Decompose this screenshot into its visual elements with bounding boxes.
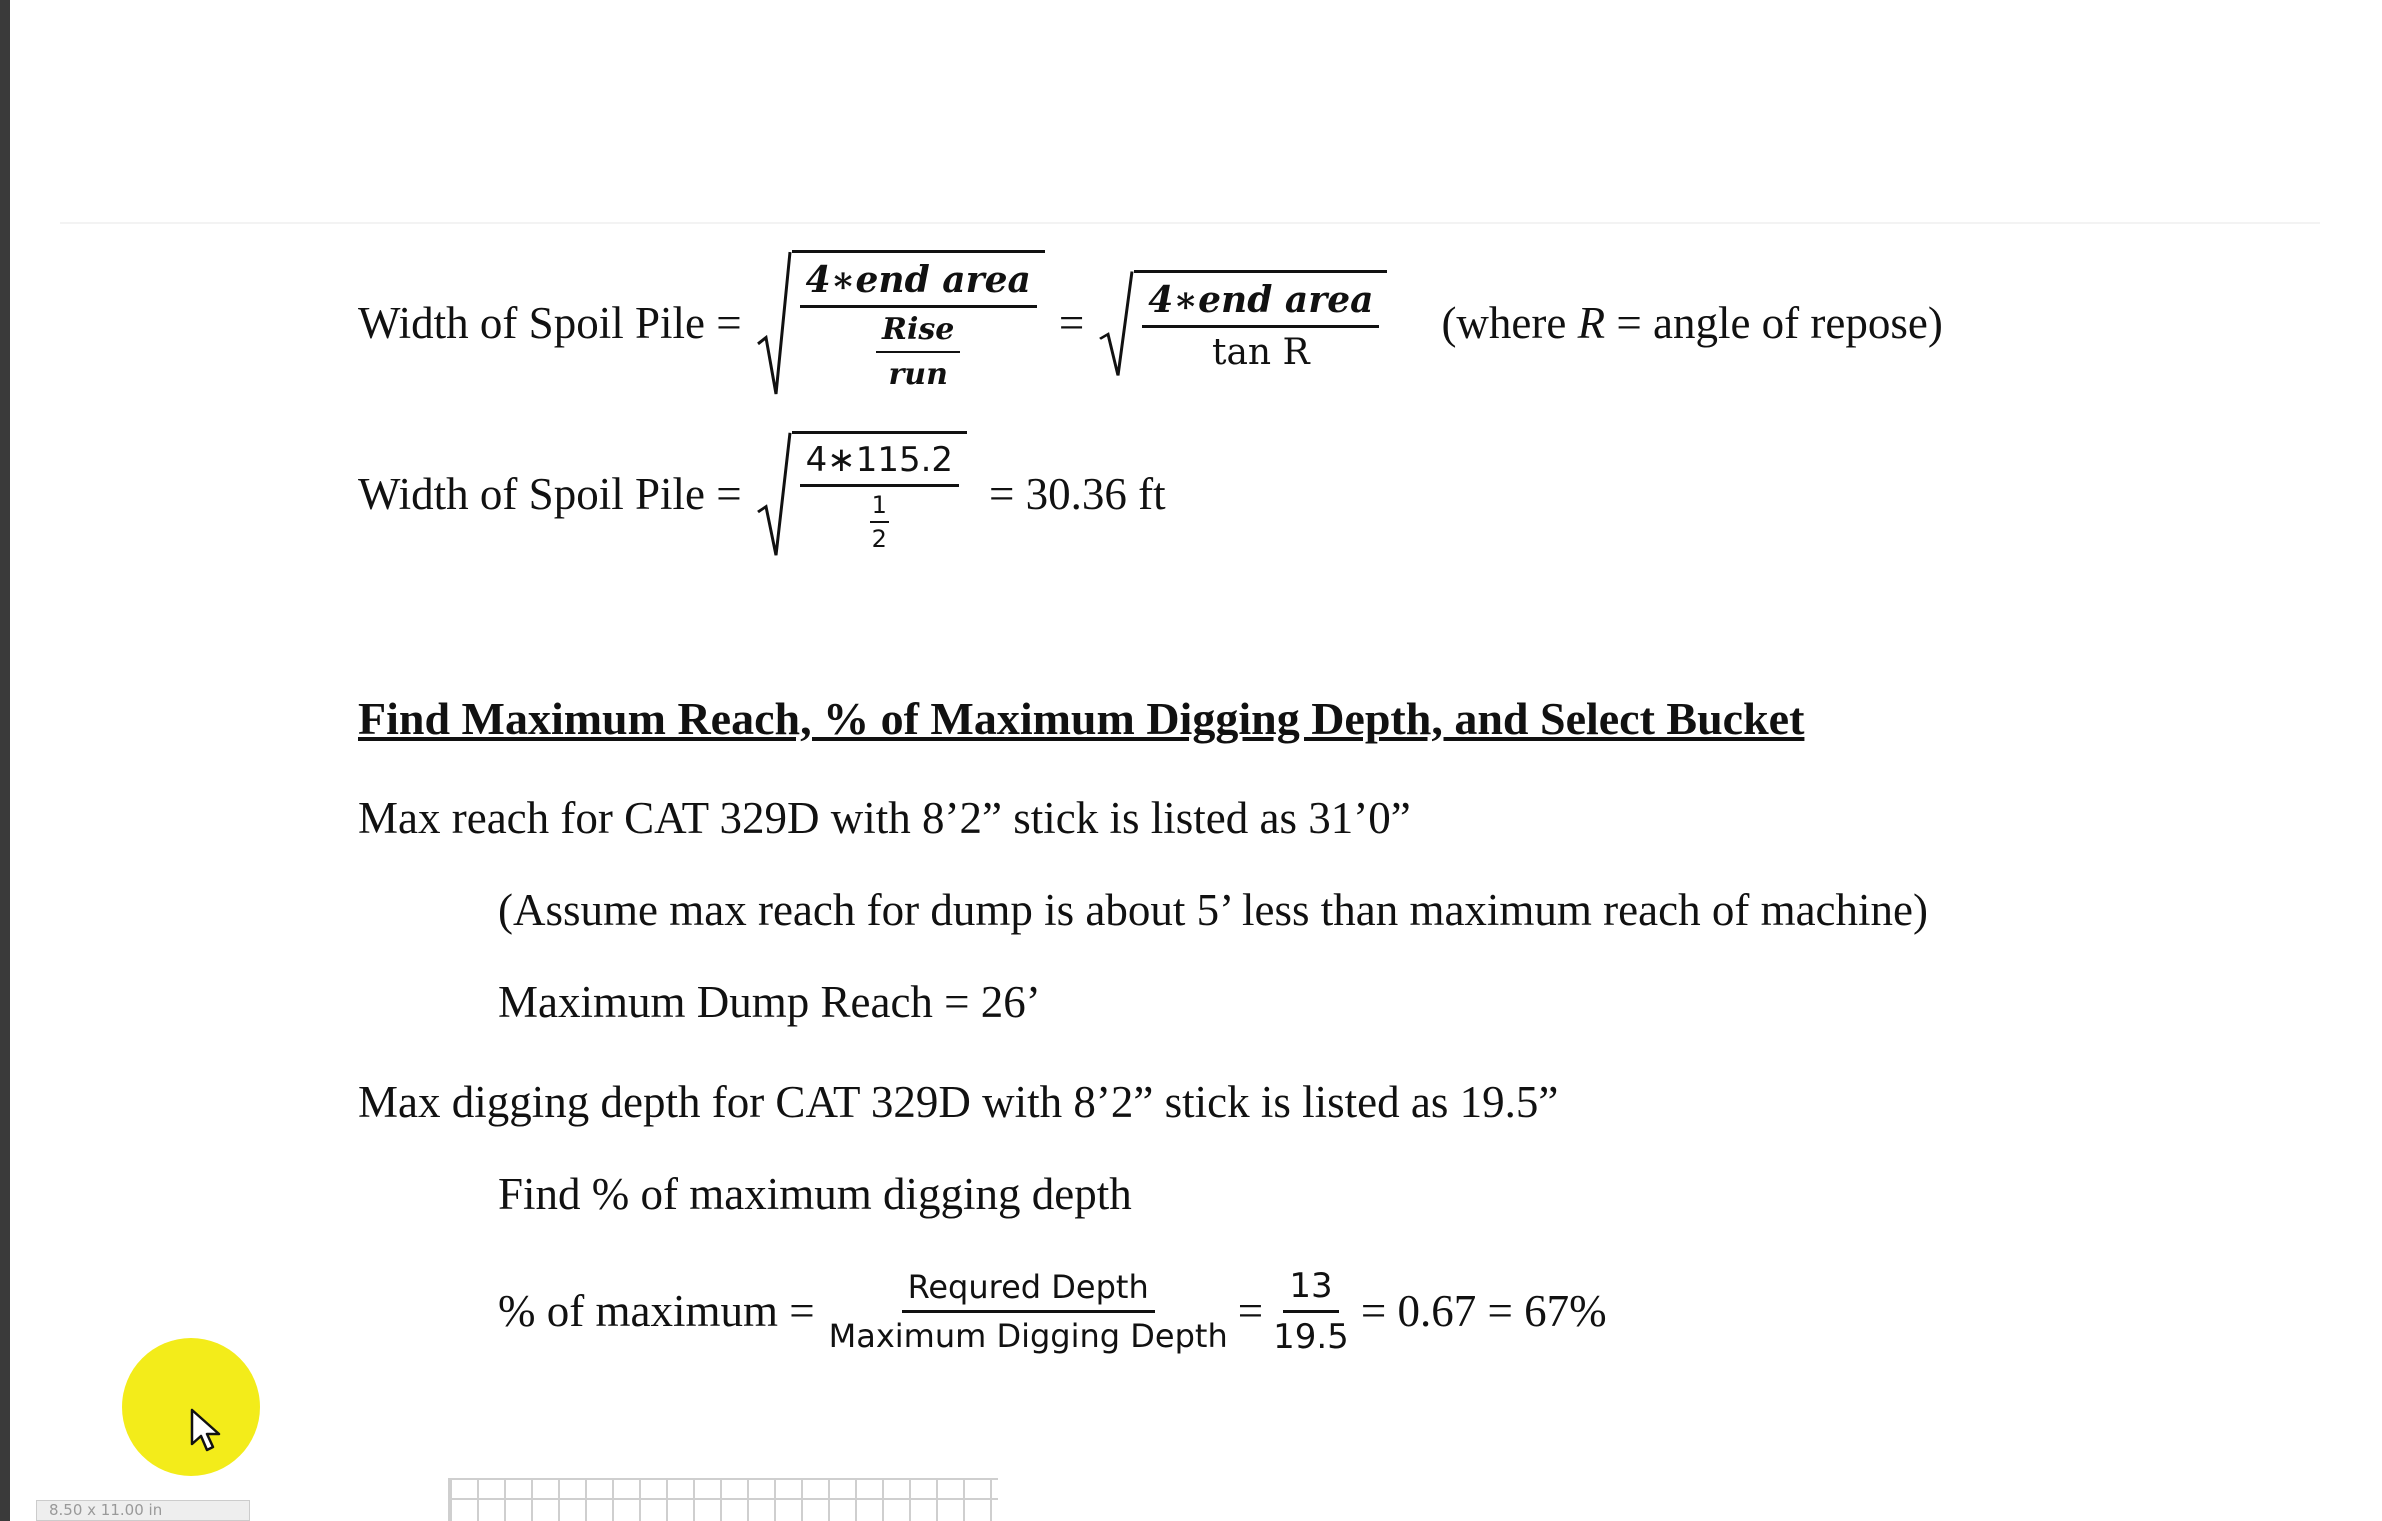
sqrt-sign-icon [756, 250, 792, 396]
calc-numerator: 4∗115.2 [800, 440, 959, 487]
equals-sign: = [1237, 1286, 1264, 1336]
equals-sign: = [1058, 298, 1085, 348]
percent-max-lhs: % of maximum = [498, 1286, 815, 1336]
page-size-label: 8.50 x 11.00 in [36, 1500, 250, 1521]
half-denominator: 2 [871, 525, 887, 553]
find-percent-line: Find % of maximum digging depth [498, 1169, 1132, 1219]
half-numerator: 1 [870, 491, 889, 523]
tan-r-label: tan R [1211, 331, 1310, 373]
sqrt-sign-icon [1098, 270, 1134, 377]
dig-depth-line: Max digging depth for CAT 329D with 8’2” stick is listed as 19.5” [358, 1077, 1559, 1127]
spoil-pile-calculation [358, 424, 1166, 564]
table-grid-preview [448, 1478, 998, 1521]
mouse-pointer-icon [190, 1408, 222, 1452]
numeric-ratio-fraction [1267, 1266, 1355, 1357]
fraction-calc [800, 440, 959, 553]
run-label: run [888, 357, 948, 392]
spoil-pile-formula-lhs: Width of Spoil Pile = [358, 298, 742, 348]
rise-label: Rise [876, 312, 960, 353]
spoil-pile-result: = 30.36 ft [989, 469, 1166, 519]
dump-reach-line: Maximum Dump Reach = 26’ [498, 977, 1041, 1027]
ratio-numerator: 13 [1283, 1266, 1338, 1313]
fraction-numerator: 4∗end area [800, 259, 1037, 308]
percent-result: = 0.67 = 67% [1360, 1286, 1607, 1336]
fraction-end-area-over-slope [800, 259, 1037, 392]
sqrt-expression-2 [1098, 270, 1387, 377]
header-rule [60, 222, 2320, 224]
max-digging-depth-label: Maximum Digging Depth [828, 1316, 1228, 1355]
cursor-highlight [122, 1338, 260, 1476]
max-reach-line: Max reach for CAT 329D with 8’2” stick is listed as 31’0” [358, 793, 1411, 843]
sqrt-expression-3 [756, 431, 967, 557]
depth-ratio-fraction [823, 1268, 1234, 1355]
assume-dump-reach-line: (Assume max reach for dump is about 5’ less than maximum reach of machine) [498, 885, 1928, 935]
sqrt-expression-1 [756, 250, 1045, 396]
sqrt-sign-icon [756, 431, 792, 557]
fraction-end-area-over-tan [1142, 279, 1379, 373]
fraction-numerator: 4∗end area [1142, 279, 1379, 328]
required-depth-label: Requred Depth [902, 1268, 1155, 1313]
spoil-pile-calc-lhs: Width of Spoil Pile = [358, 469, 742, 519]
percent-max-formula [498, 1256, 1607, 1366]
window-left-edge [0, 0, 10, 1521]
repose-note: (where R = angle of repose) [1441, 298, 1943, 348]
section-heading: Find Maximum Reach, % of Maximum Digging Depth, and Select Bucket [358, 693, 1805, 744]
ratio-denominator: 19.5 [1273, 1316, 1349, 1357]
spoil-pile-formula [358, 248, 1943, 398]
